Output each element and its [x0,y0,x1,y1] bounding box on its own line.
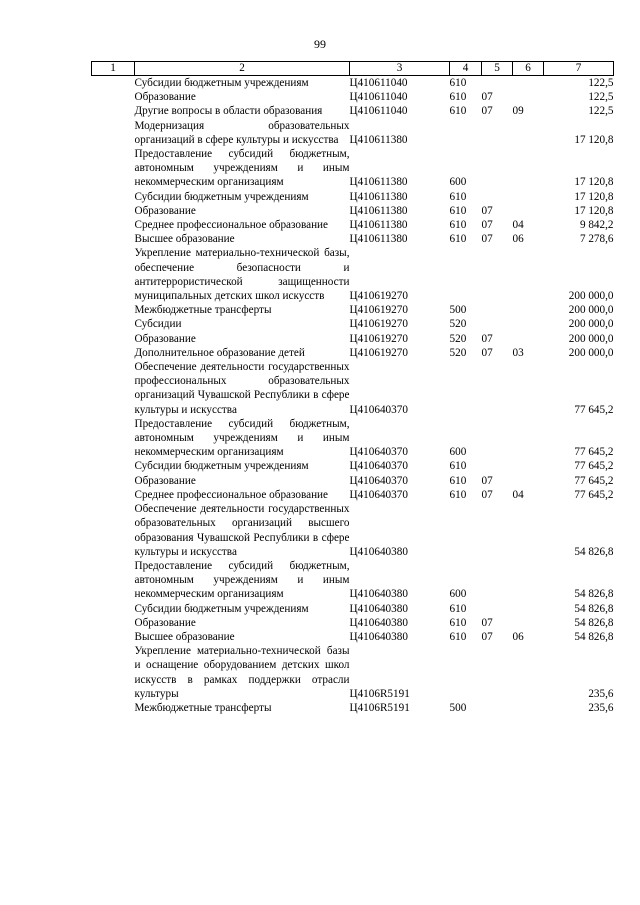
column-header-7: 7 [544,62,614,76]
section-cell: 07 [481,91,493,104]
row-number-cell [92,119,135,147]
subsection-cell [513,204,544,218]
target-article-cell: Ц410619270 [349,304,408,317]
section-cell: 07 [481,332,493,345]
amount-cell: 17 120,8 [574,190,614,203]
table-header [92,62,614,76]
expense-type-cell [450,119,482,147]
expense-name-cell: Межбюджетные трансферты [134,304,272,317]
target-article-cell: Ц410611040 [349,77,408,89]
expense-name-cell: Субсидии бюджетным учреждениям [134,460,309,473]
row-number-cell [92,559,135,602]
subsection-cell: 04 [512,488,524,501]
amount-cell: 77 645,2 [574,474,614,487]
expense-name-cell: Межбюджетные трансферты [134,701,272,714]
subsection-cell [513,360,544,417]
section-cell [482,644,513,701]
section-cell [482,119,513,147]
subsection-cell [513,246,544,303]
row-number-cell [92,303,135,317]
row-number-cell [92,76,135,91]
amount-cell: 17 120,8 [574,204,614,217]
expense-type-cell: 610 [449,630,467,643]
budget-table [91,61,614,715]
page-number: 99 [314,37,326,51]
row-number-cell [92,190,135,204]
amount-cell: 235,6 [588,701,614,714]
expense-type-cell: 520 [449,318,467,331]
column-header-1: 1 [92,62,135,76]
amount-cell: 122,5 [588,105,614,118]
expense-name-cell: Субсидии [134,318,182,331]
section-cell: 07 [481,219,493,232]
expense-name-cell: Предоставление субсидий бюджетным, автономным учреждениям и иным некоммерческим организациям [134,148,350,189]
target-article-cell: Ц410640380 [349,545,408,558]
expense-type-cell: 610 [449,488,467,501]
amount-cell: 122,5 [588,91,614,104]
expense-type-cell: 610 [449,474,467,487]
section-cell [482,317,513,331]
table-row [92,317,614,331]
subsection-cell [513,616,544,630]
amount-cell: 200 000,0 [568,332,614,345]
subsection-cell [513,559,544,602]
expense-name-cell: Образование [134,474,196,487]
subsection-cell: 03 [512,346,524,359]
section-cell: 07 [481,105,493,118]
expense-name-cell: Субсидии бюджетным учреждениям [134,77,309,89]
amount-cell: 77 645,2 [574,488,614,501]
expense-name-cell: Обеспечение деятельности государственных профессиональных образовательных организаций Чувашской Республики в сфере культуры и искусства [134,361,350,416]
subsection-cell: 04 [512,219,524,232]
section-cell: 07 [481,488,493,501]
amount-cell: 235,6 [588,687,614,700]
amount-cell: 200 000,0 [568,346,614,359]
amount-cell: 77 645,2 [574,446,614,459]
target-article-cell: Ц4106R5191 [349,687,410,700]
target-article-cell: Ц410640370 [349,403,408,416]
target-article-cell: Ц410640380 [349,630,408,643]
expense-name-cell: Среднее профессиональное образование [134,488,329,501]
table-row [92,630,614,644]
subsection-cell [513,190,544,204]
subsection-cell [513,76,544,91]
target-article-cell: Ц410611040 [349,91,408,104]
table-row [92,246,614,303]
table-row [92,360,614,417]
section-cell: 07 [481,204,493,217]
table-row [92,644,614,701]
expense-type-cell: 600 [449,588,467,601]
expense-type-cell: 610 [449,105,467,118]
row-number-cell [92,502,135,559]
expense-name-cell: Образование [134,91,196,104]
expense-type-cell: 610 [449,204,467,217]
table-row [92,701,614,715]
expense-type-cell: 610 [449,219,467,232]
table-row [92,616,614,630]
section-cell: 07 [481,233,493,246]
amount-cell: 7 278,6 [579,233,614,246]
expense-type-cell [450,360,482,417]
expense-name-cell: Образование [134,616,196,629]
section-cell: 07 [481,616,493,629]
expense-name-cell: Обеспечение деятельности государственных образовательных организаций высшего образования Чувашской Республики в сфере культуры и искусства [134,503,350,558]
section-cell [482,417,513,460]
expense-type-cell: 520 [449,332,467,345]
target-article-cell: Ц410640370 [349,460,408,473]
amount-cell: 54 826,8 [574,602,614,615]
section-cell [482,360,513,417]
expense-name-cell: Укрепление материально-технической базы и оснащение оборудованием детских школ искусств в рамках поддержки отрасли культуры [134,645,350,700]
subsection-cell [513,147,544,190]
target-article-cell: Ц410640380 [349,616,408,629]
expense-type-cell: 610 [449,616,467,629]
target-article-cell: Ц410611380 [349,219,408,232]
expense-name-cell: Образование [134,332,196,345]
amount-cell: 17 120,8 [574,133,614,146]
target-article-cell: Ц410640380 [349,588,408,601]
expense-name-cell: Высшее образование [134,233,235,246]
target-article-cell: Ц410611380 [349,176,408,189]
expense-type-cell [450,644,482,701]
row-number-cell [92,204,135,218]
section-cell: 07 [481,474,493,487]
row-number-cell [92,630,135,644]
expense-name-cell: Среднее профессиональное образование [134,219,329,232]
subsection-cell [513,417,544,460]
target-article-cell: Ц4106R5191 [349,701,410,714]
subsection-cell: 06 [512,630,524,643]
target-article-cell: Ц410619270 [349,318,408,331]
expense-type-cell: 600 [449,176,467,189]
amount-cell: 77 645,2 [574,403,614,416]
target-article-cell: Ц410611380 [349,233,408,246]
table-row [92,119,614,147]
section-cell [482,602,513,616]
table-row [92,488,614,502]
target-article-cell: Ц410611380 [349,204,408,217]
table-row [92,218,614,232]
expense-type-cell: 610 [449,233,467,246]
row-number-cell [92,488,135,502]
amount-cell: 77 645,2 [574,460,614,473]
table-body [92,76,614,716]
row-number-cell [92,246,135,303]
target-article-cell: Ц410619270 [349,290,408,303]
table-row [92,346,614,360]
amount-cell: 200 000,0 [568,318,614,331]
table-row [92,417,614,460]
subsection-cell [513,602,544,616]
column-header-3: 3 [350,62,450,76]
amount-cell: 54 826,8 [574,616,614,629]
table-row [92,147,614,190]
section-cell [482,246,513,303]
expense-name-cell: Дополнительное образование детей [134,346,305,359]
expense-name-cell: Модернизация образовательных организаций в сфере культуры и искусства [134,119,350,146]
column-header-4: 4 [450,62,482,76]
subsection-cell [513,701,544,715]
row-number-cell [92,346,135,360]
subsection-cell [513,303,544,317]
target-article-cell: Ц410619270 [349,346,408,359]
row-number-cell [92,90,135,104]
expense-name-cell: Субсидии бюджетным учреждениям [134,602,309,615]
expense-name-cell: Укрепление материально-технической базы, обеспечение безопасности и антитеррористической защищенности муниципальных детских школ искусств [134,247,350,303]
target-article-cell: Ц410611380 [349,133,408,146]
expense-name-cell: Высшее образование [134,630,235,643]
target-article-cell: Ц410640370 [349,446,408,459]
subsection-cell [513,474,544,488]
amount-cell: 54 826,8 [574,630,614,643]
amount-cell: 9 842,2 [579,219,614,232]
section-cell: 07 [481,346,493,359]
target-article-cell: Ц410611040 [349,105,408,118]
section-cell [482,701,513,715]
target-article-cell: Ц410640370 [349,488,408,501]
amount-cell: 200 000,0 [568,290,614,303]
expense-name-cell: Субсидии бюджетным учреждениям [134,190,309,203]
table-row [92,204,614,218]
section-cell [482,147,513,190]
row-number-cell [92,474,135,488]
row-number-cell [92,360,135,417]
subsection-cell [513,644,544,701]
target-article-cell: Ц410640380 [349,602,408,615]
row-number-cell [92,602,135,616]
expense-type-cell: 520 [449,346,467,359]
expense-type-cell [450,246,482,303]
section-cell [482,459,513,473]
target-article-cell: Ц410619270 [349,332,408,345]
expense-type-cell [450,502,482,559]
amount-cell: 54 826,8 [574,545,614,558]
expense-type-cell: 500 [449,304,467,317]
table-row [92,332,614,346]
subsection-cell: 09 [512,105,524,118]
table-row [92,190,614,204]
expense-name-cell: Предоставление субсидий бюджетным, автономным учреждениям и иным некоммерческим организациям [134,559,350,601]
subsection-cell [513,459,544,473]
table-row [92,104,614,118]
row-number-cell [92,644,135,701]
expense-type-cell: 610 [449,91,467,104]
expense-type-cell: 600 [449,446,467,459]
table-row [92,474,614,488]
table-row [92,90,614,104]
expense-type-cell: 610 [449,77,467,89]
row-number-cell [92,701,135,715]
table-row [92,559,614,602]
table-row [92,232,614,246]
row-number-cell [92,616,135,630]
section-cell [482,502,513,559]
expense-name-cell: Предоставление субсидий бюджетным, автономным учреждениям и иным некоммерческим организациям [134,417,350,459]
row-number-cell [92,232,135,246]
expense-name-cell: Образование [134,204,196,217]
table-row [92,602,614,616]
section-cell [482,303,513,317]
row-number-cell [92,147,135,190]
row-number-cell [92,317,135,331]
subsection-cell [513,90,544,104]
amount-cell: 17 120,8 [574,176,614,189]
subsection-cell [513,332,544,346]
amount-cell: 54 826,8 [574,588,614,601]
row-number-cell [92,104,135,118]
expense-type-cell: 610 [449,460,467,473]
table-row [92,303,614,317]
column-header-5: 5 [482,62,513,76]
row-number-cell [92,332,135,346]
row-number-cell [92,417,135,460]
target-article-cell: Ц410640370 [349,474,408,487]
table-row [92,502,614,559]
amount-cell: 122,5 [588,77,614,89]
target-article-cell: Ц410611380 [349,190,408,203]
column-header-6: 6 [513,62,544,76]
subsection-cell [513,119,544,147]
expense-type-cell: 610 [449,190,467,203]
table-row [92,76,614,91]
subsection-cell: 06 [512,233,524,246]
expense-name-cell: Другие вопросы в области образования [134,105,323,118]
section-cell [482,76,513,91]
row-number-cell [92,218,135,232]
section-cell [482,190,513,204]
row-number-cell [92,459,135,473]
subsection-cell [513,502,544,559]
column-header-2: 2 [135,62,350,76]
section-cell [482,559,513,602]
subsection-cell [513,317,544,331]
expense-type-cell: 610 [449,602,467,615]
section-cell: 07 [481,630,493,643]
table-row [92,459,614,473]
amount-cell: 200 000,0 [568,304,614,317]
expense-type-cell: 500 [449,701,467,714]
